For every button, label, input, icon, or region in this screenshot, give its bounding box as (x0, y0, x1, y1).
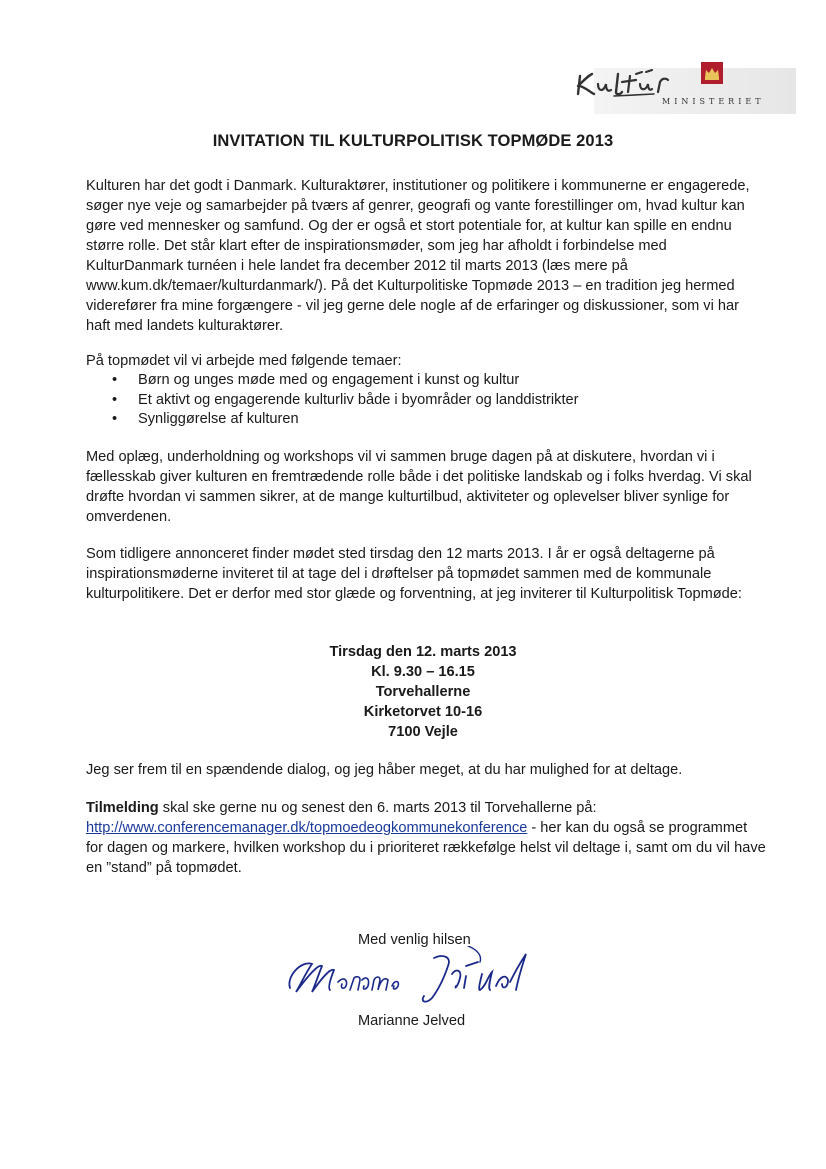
theme-text: Børn og unges møde med og engagement i kunst og kultur (138, 372, 520, 388)
page-title: INVITATION TIL KULTURPOLITISK TOPMØDE 2013 (212, 132, 614, 150)
registration-label: Tilmelding (86, 800, 159, 816)
list-item (86, 371, 766, 391)
discussion-paragraph: Med oplæg, underholdning og workshops vil vi sammen bruge dagen på at diskutere, hvordan vi i fællesskab giver kulturen en fremtrædende rolle både i det politiske landskab og i folks hverdag. Vi skal drøfte hvordan vi sammen sikrer, at de mange kulturtilbud, aktiviteter og oplevelser bliver synlige for omverdenen. (86, 449, 752, 525)
list-item (86, 391, 766, 411)
registration-text: skal ske gerne nu og senest den 6. marts 2013 til Torvehallerne på: (158, 800, 597, 816)
ministry-logo (566, 58, 796, 118)
event-street: Kirketorvet 10-16 (363, 704, 483, 720)
signature (282, 946, 552, 1006)
event-venue: Torvehallerne (375, 684, 471, 700)
list-item (86, 410, 766, 430)
logo-wordmark (566, 58, 796, 118)
closing-greeting: Med venlig hilsen (358, 932, 471, 948)
hope-paragraph: Jeg ser frem til en spændende dialog, og jeg håber meget, at du har mulighed for at deltage. (86, 762, 683, 778)
event-date: Tirsdag den 12. marts 2013 (329, 644, 517, 660)
registration-paragraph (86, 798, 766, 878)
themes-list (86, 371, 766, 430)
theme-text: Et aktivt og engagerende kulturliv både i byområder og landdistrikter (138, 391, 579, 408)
signer-name: Marianne Jelved (358, 1013, 466, 1029)
event-details (0, 642, 826, 742)
event-time: Kl. 9.30 – 16.15 (371, 664, 475, 680)
bullet-icon: • (112, 391, 118, 408)
crown-icon (701, 62, 723, 84)
bullet-icon: • (112, 372, 118, 388)
logo-subtitle: MINISTERIET (662, 97, 765, 106)
bullet-icon: • (112, 411, 118, 427)
meeting-paragraph: Som tidligere annonceret finder mødet sted tirsdag den 12 marts 2013. I år er også deltagerne på inspirationsmøderne inviteret til at tage del i drøftelser på topmødet sammen med de kommunale kulturpolitikere. Det er derfor med stor glæde og forventning, at jeg inviterer til Kulturpolitisk Topmøde: (86, 546, 742, 602)
theme-text: Synliggørelse af kulturen (138, 411, 299, 427)
themes-intro: På topmødet vil vi arbejde med følgende temaer: (86, 353, 402, 369)
intro-paragraph: Kulturen har det godt i Danmark. Kulturaktører, institutioner og politikere i kommunerne er engagerede, søger nye veje og samarbejder på tværs af genrer, geografi og vante forestillinger om, hvad kultur kan gøre ved mennesker og samfund. Og der er også et stort potentiale for, at kultur kan spille en endnu større rolle. Det står klart efter de inspirationsmøder, som jeg har afholdt i forbindelse med KulturDanmark turnéen i hele landet fra december 2012 til marts 2013 (læs mere på www.kum.dk/temaer/kulturdanmark/). På det Kulturpolitiske Topmøde 2013 – en tradition jeg hermed viderefører fra mine forgængere - vil jeg gerne dele nogle af de erfaringer og diskussioner, som vi har haft med landets kulturaktører. (86, 178, 750, 334)
registration-text-after: - her kan du også se programmet for dagen og markere, hvilken workshop du i prioriteret rækkefølge helst vil deltage i, samt om du vil have en ”stand” på topmødet. (86, 820, 766, 876)
event-city: 7100 Vejle (388, 724, 458, 740)
registration-link[interactable]: http://www.conferencemanager.dk/topmoedeogkommunekonference (86, 820, 528, 836)
